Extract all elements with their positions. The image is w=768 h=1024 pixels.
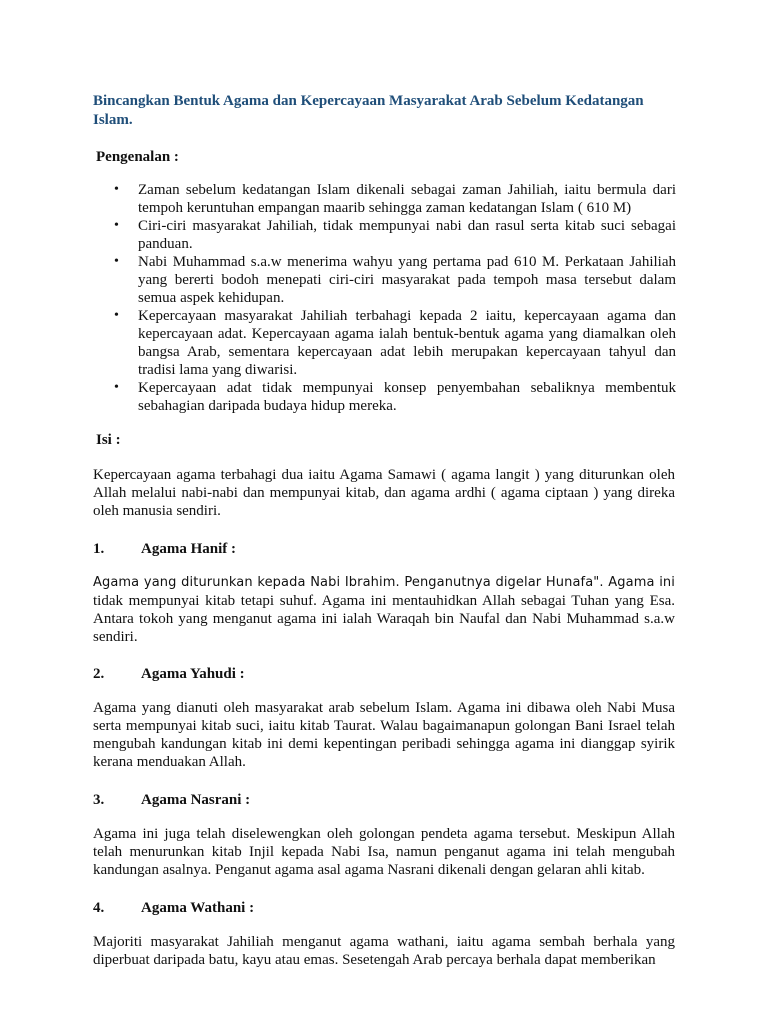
section-heading-yahudi xyxy=(93,665,245,683)
section-number: 1. xyxy=(93,541,105,557)
isi-heading: Isi : xyxy=(96,432,121,448)
pengenalan-bullet-list xyxy=(112,181,676,415)
bullet-item: • Zaman sebelum kedatangan Islam dikenali sebagai zaman Jahiliah, iaitu bermula dari tempoh keruntuhan empangan maarib sehingga zaman kedatangan Islam ( 610 M) xyxy=(112,181,676,217)
section-heading-hanif xyxy=(93,540,236,558)
bullet-item: • Ciri-ciri masyarakat Jahiliah, tidak mempunyai nabi dan rasul serta kitab suci sebagai panduan. xyxy=(112,217,676,253)
section-title: Agama Nasrani : xyxy=(141,792,251,808)
section-number: 3. xyxy=(93,792,105,808)
section-number: 4. xyxy=(93,900,105,916)
section-number: 2. xyxy=(93,666,105,682)
bullet-item: • Nabi Muhammad s.a.w menerima wahyu yang pertama pad 610 M. Perkataan Jahiliah yang bererti bodoh menepati ciri-ciri masyarakat pada tempoh masa tersebut dalam semua aspek kehidupan. xyxy=(112,253,676,307)
section-lead-text: Agama yang diturunkan kepada Nabi Ibrahim. Penganutnya digelar Hunafa". Agama ini xyxy=(93,575,675,590)
document-title: Bincangkan Bentuk Agama dan Kepercayaan Masyarakat Arab Sebelum Kedatangan Islam. xyxy=(93,93,644,128)
section-heading-nasrani xyxy=(93,791,250,809)
section-body-text: tidak mempunyai kitab tetapi suhuf. Agama ini mentauhidkan Allah sebagai Tuhan yang Esa. Antara tokoh yang menganut agama ini ialah Waraqah bin Naufal dan Nabi Muhammad s.a.w sendiri. xyxy=(93,593,675,645)
bullet-item: • Kepercayaan masyarakat Jahiliah terbahagi kepada 2 iaitu, kepercayaan agama dan kepercayaan adat. Kepercayaan agama ialah bentuk-bentuk agama yang diamalkan oleh bangsa Arab, sementara kepercayaan adat lebih merupakan kepercayaan tahyul dan tradisi lama yang diwarisi. xyxy=(112,307,676,379)
isi-paragraph: Kepercayaan agama terbahagi dua iaitu Agama Samawi ( agama langit ) yang diturunkan oleh Allah melalui nabi-nabi dan mempunyai kitab, dan agama ardhi ( agama ciptaan ) yang direka oleh manusia sendiri. xyxy=(93,467,675,519)
section-title: Agama Wathani : xyxy=(141,900,255,916)
section-paragraph-wathani: Majoriti masyarakat Jahiliah menganut agama wathani, iaitu agama sembah berhala yang diperbuat daripada batu, kayu atau emas. Sesetengah Arab percaya berhala dapat memberikan xyxy=(93,934,675,968)
section-paragraph-hanif xyxy=(93,573,675,646)
bullet-item: • Kepercayaan adat tidak mempunyai konsep penyembahan sebaliknya membentuk sebahagian daripada budaya hidup mereka. xyxy=(112,379,676,415)
pengenalan-heading: Pengenalan : xyxy=(96,149,179,165)
section-heading-wathani xyxy=(93,899,254,917)
section-paragraph-yahudi: Agama yang dianuti oleh masyarakat arab sebelum Islam. Agama ini dibawa oleh Nabi Musa serta mempunyai kitab suci, iaitu kitab Taurat. Walau bagaimanapun golongan Bani Israel telah mengubah kandungan kitab ini demi kepentingan peribadi sehingga agama ini dianggap syirik kerana menduakan Allah. xyxy=(93,700,675,770)
section-title: Agama Yahudi : xyxy=(141,666,245,682)
section-paragraph-nasrani: Agama ini juga telah diselewengkan oleh golongan pendeta agama tersebut. Meskipun Allah telah menurunkan kitab Injil kepada Nabi Isa, namun penganut agama ini telah mengubah kandungan asalnya. Penganut agama asal agama Nasrani dikenali dengan gelaran ahli kitab. xyxy=(93,826,675,878)
section-title: Agama Hanif : xyxy=(141,541,236,557)
